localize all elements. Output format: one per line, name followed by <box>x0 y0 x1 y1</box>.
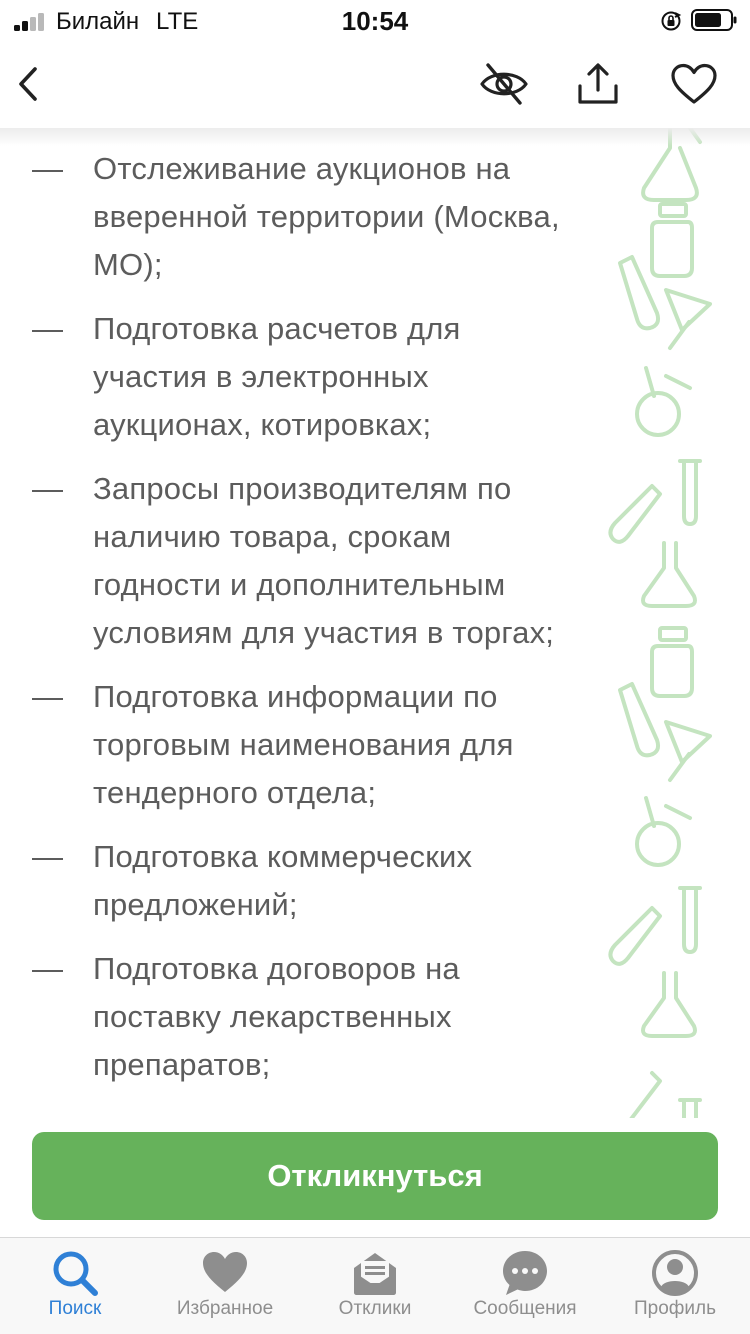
status-bar <box>0 0 750 40</box>
battery-icon <box>691 9 737 31</box>
list-item <box>0 833 600 929</box>
share-icon <box>576 62 620 106</box>
chevron-left-icon <box>16 66 40 102</box>
lab-glassware-pattern <box>600 128 750 1118</box>
list-item <box>0 465 600 657</box>
tab-label: Поиск <box>48 1298 102 1319</box>
profile-icon <box>650 1248 700 1298</box>
hide-vacancy-button[interactable] <box>474 40 534 128</box>
respond-button[interactable]: Откликнуться <box>32 1132 718 1220</box>
list-dash: — <box>32 311 64 346</box>
tab-profile[interactable] <box>600 1238 750 1334</box>
header-shadow <box>0 128 750 146</box>
list-item-text: Подготовка договоров на поставку лекарственных препаратов; <box>93 951 460 1082</box>
tab-label: Сообщения <box>473 1298 577 1319</box>
vacancy-description[interactable] <box>0 128 750 1118</box>
search-icon <box>50 1248 100 1298</box>
list-item <box>0 145 600 289</box>
list-dash: — <box>32 839 64 874</box>
network-type: LTE <box>156 8 199 35</box>
carrier-name: Билайн <box>56 8 140 35</box>
list-dash: — <box>32 471 64 506</box>
tab-responses[interactable] <box>300 1238 450 1334</box>
tab-favorites[interactable] <box>150 1238 300 1334</box>
chat-bubble-icon <box>500 1248 550 1298</box>
list-dash: — <box>32 951 64 986</box>
list-item <box>0 673 600 817</box>
list-item-text: Запросы производителям по наличию товара, срокам годности и дополнительным условиям для участия в торгах; <box>93 471 555 650</box>
heart-icon <box>200 1248 250 1298</box>
eye-off-icon <box>479 62 529 106</box>
tab-label: Профиль <box>633 1298 717 1319</box>
list-dash: — <box>32 679 64 714</box>
list-dash: — <box>32 151 64 186</box>
heart-outline-icon <box>670 63 718 105</box>
list-item-text: Подготовка коммерческих предложений; <box>93 839 473 922</box>
tab-search[interactable] <box>0 1238 150 1334</box>
envelope-icon <box>350 1248 400 1298</box>
list-item-text: Отслеживание аукционов на вверенной территории (Москва, МО); <box>93 151 560 282</box>
duties-list <box>0 145 600 1105</box>
tab-bar <box>0 1237 750 1334</box>
nav-bar <box>0 40 750 128</box>
list-item-text: Подготовка информации по торговым наименования для тендерного отдела; <box>93 679 514 810</box>
tab-label: Избранное <box>176 1298 274 1319</box>
back-button[interactable] <box>8 40 48 128</box>
share-button[interactable] <box>570 40 626 128</box>
list-item <box>0 945 600 1089</box>
favorite-button[interactable] <box>664 40 724 128</box>
rotation-lock-icon <box>660 10 682 32</box>
status-time: 10:54 <box>341 6 409 36</box>
list-item-text: Подготовка расчетов для участия в электронных аукционах, котировках; <box>93 311 461 442</box>
tab-messages[interactable] <box>450 1238 600 1334</box>
tab-label: Отклики <box>338 1298 412 1319</box>
list-item <box>0 305 600 449</box>
